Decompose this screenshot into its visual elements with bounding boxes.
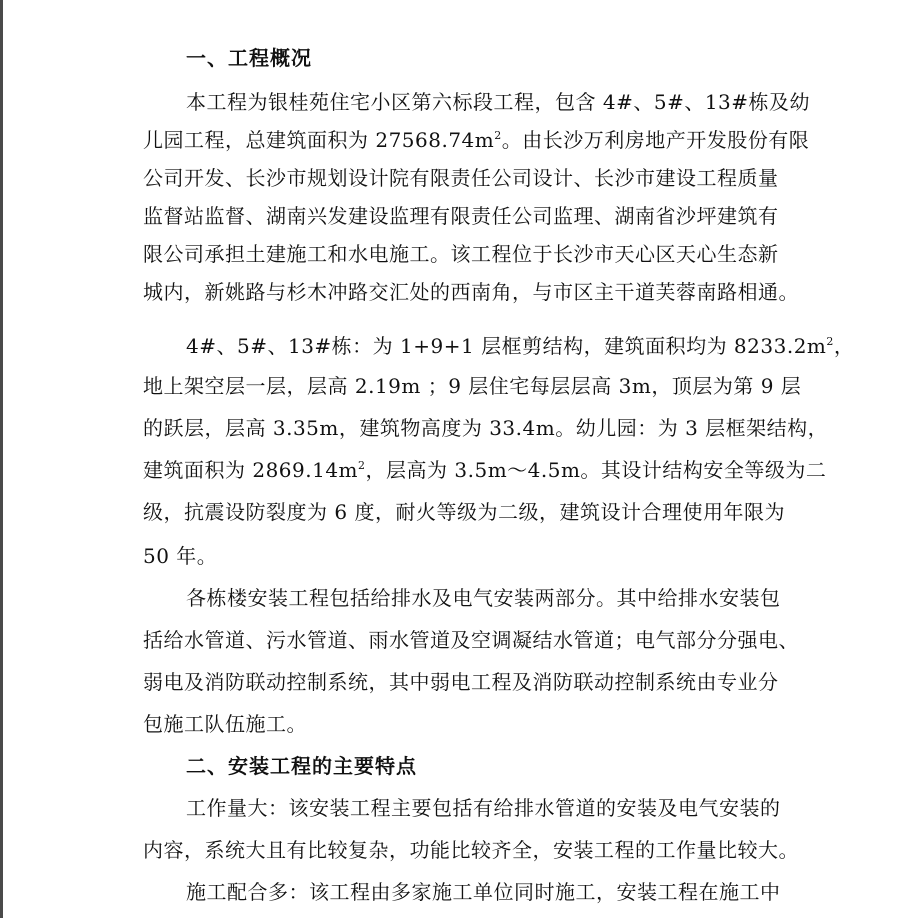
superscript-2: 2 (494, 129, 502, 142)
section-heading-features: 二、安装工程的主要特点 (186, 754, 417, 778)
paragraph-line: 本工程为银桂苑住宅小区第六标段工程，包含 4#、5#、13#栋及幼 (186, 90, 811, 114)
paragraph-line: 括给水管道、污水管道、雨水管道及空调凝结水管道；电气部分分强电、 (143, 628, 799, 652)
paragraph-line: 地上架空层一层，层高 2.19m ；9 层住宅每层层高 3m，顶层为第 9 层 (143, 374, 802, 398)
paragraph-line: 监督站监督、湖南兴发建设监理有限责任公司监理、湖南省沙坪建筑有 (143, 204, 779, 228)
superscript-2: 2 (826, 335, 834, 348)
paragraph-line: 公司开发、长沙市规划设计院有限责任公司设计、长沙市建设工程质量 (143, 166, 779, 190)
paragraph-line: 城内，新姚路与杉木冲路交汇处的西南角，与市区主干道芙蓉南路相通。 (143, 280, 799, 304)
paragraph-line: 50 年。 (143, 544, 218, 568)
paragraph-line: 的跃层，层高 3.35m，建筑物高度为 33.4m。幼儿园：为 3 层框架结构， (143, 416, 829, 440)
paragraph-line: 各栋楼安装工程包括给排水及电气安装两部分。其中给排水安装包 (186, 586, 781, 610)
paragraph-line: 建筑面积为 $2869.14m^2$，层高为 3.5m～4.5m。其设计结构安全等级为二 (143, 458, 827, 482)
paragraph-line: 施工配合多：该工程由多家施工单位同时施工，安装工程在施工中 (186, 880, 781, 904)
section-heading-overview: 一、工程概况 (186, 46, 312, 70)
paragraph-line: 内容，系统大且有比较复杂，功能比较齐全，安装工程的工作量比较大。 (143, 838, 799, 862)
paragraph-line: 级，抗震设防裂度为 6 度，耐火等级为二级，建筑设计合理使用年限为 (143, 500, 785, 524)
paragraph-line: 弱电及消防联动控制系统，其中弱电工程及消防联动控制系统由专业分 (143, 670, 779, 694)
paragraph-line: 儿园工程，总建筑面积为 $27568.74m^2$。由长沙万利房地产开发股份有限 (143, 128, 810, 152)
paragraph-line: 4#、5#、13#栋：为 1+9+1 层框剪结构，建筑面积均为 $8233.2m^2$， (186, 334, 855, 358)
paragraph-line: 限公司承担土建施工和水电施工。该工程位于长沙市天心区天心生态新 (143, 242, 779, 266)
document-page (3, 0, 909, 918)
superscript-2: 2 (358, 459, 366, 472)
paragraph-line: 工作量大：该安装工程主要包括有给排水管道的安装及电气安装的 (186, 796, 781, 820)
paragraph-line: 包施工队伍施工。 (143, 712, 307, 736)
